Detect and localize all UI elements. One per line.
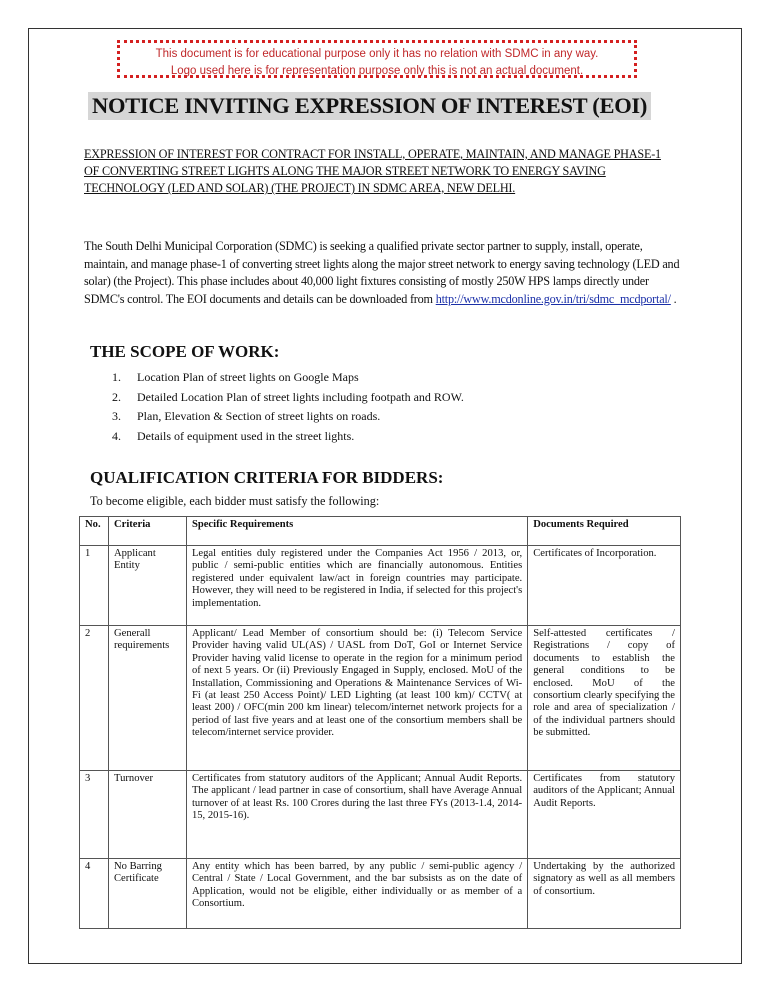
scope-item-text: Details of equipment used in the street lights.	[137, 428, 355, 443]
table-row	[80, 626, 681, 771]
cell-no: 2	[80, 626, 109, 771]
header-criteria: Criteria	[108, 517, 186, 546]
cell-documents: Self-attested certificates / Registrations / copy of documents to establish the general conditions to be enclosed. MoU of the consortium clearly specifying the role and area of specialization / of the individual partners should be submitted.	[528, 626, 681, 771]
scope-item	[112, 407, 464, 427]
disclaimer-line-2: Logo used here is for representation purpose only this is not an actual document.	[170, 65, 584, 77]
cell-criteria: No Barring Certificate	[108, 859, 186, 929]
intro-paragraph	[84, 238, 684, 308]
intro-end: .	[670, 291, 677, 306]
eoi-subtitle: EXPRESSION OF INTEREST FOR CONTRACT FOR INSTALL, OPERATE, MAINTAIN, AND MANAGE PHASE-1 OF CONVERTING STREET LIGHTS ALONG THE MAJOR STREET NETWORK TO ENERGY SAVING TECHNOLOGY (LED AND SOLAR) (THE PROJECT) IN SDMC AREA, NEW DELHI.	[84, 147, 661, 195]
download-link[interactable]: http://www.mcdonline.gov.in/tri/sdmc_mcdportal/	[435, 291, 671, 306]
table-row	[80, 546, 681, 626]
disclaimer-line-1: This document is for educational purpose only it has no relation with SDMC in any way.	[155, 48, 599, 60]
cell-requirements: Certificates from statutory auditors of the Applicant; Annual Audit Reports. The applicant / lead partner in case of consortium, shall have Average Annual turnover of at least Rs. 100 Crores during the last three FYs (2013-1.4, 2014-15, 2015-16).	[186, 771, 527, 859]
cell-no: 1	[80, 546, 109, 626]
scope-list	[112, 368, 464, 446]
table-header-row	[80, 517, 681, 546]
intro-text: The South Delhi Municipal Corporation (SDMC) is seeking a qualified private sector partner to supply, install, operate, maintain, and manage phase-1 of converting street lights along the major street network to energy saving technology (LED and solar) (the Project). This phase includes about 40,000 light fixtures consisting of mostly 250W HPS lamps directly under SDMC's control. The EOI documents and details can be downloaded from	[84, 239, 680, 306]
cell-documents: Certificates of Incorporation.	[528, 546, 681, 626]
cell-no: 4	[80, 859, 109, 929]
cell-documents: Certificates from statutory auditors of the Applicant; Annual Audit Reports.	[528, 771, 681, 859]
cell-requirements: Legal entities duly registered under the Companies Act 1956 / 2013, or, public / semi-public entities which are financially autonomous. Entities registered under equivalent law/act in foreign countries may participate. However, they will need to be registered in India, if selected for this project's implementation.	[186, 546, 527, 626]
table-row	[80, 859, 681, 929]
qualification-intro: To become eligible, each bidder must satisfy the following:	[90, 494, 380, 508]
cell-no: 3	[80, 771, 109, 859]
header-no: No.	[80, 517, 109, 546]
cell-requirements: Any entity which has been barred, by any public / semi-public agency / Central / State / Local Government, and the bar subsists as on the date of Application, would not be eligible, either individually or as member of a Consortium.	[186, 859, 527, 929]
scope-item	[112, 427, 464, 447]
scope-item	[112, 388, 464, 408]
header-documents: Documents Required	[528, 517, 681, 546]
scope-item-number: 4.	[112, 428, 121, 443]
cell-criteria: Applicant Entity	[108, 546, 186, 626]
disclaimer-box	[117, 40, 637, 78]
cell-criteria: Turnover	[108, 771, 186, 859]
header-requirements: Specific Requirements	[186, 517, 527, 546]
scope-item-number: 3.	[112, 409, 121, 423]
scope-item-text: Plan, Elevation & Section of street lights on roads.	[137, 409, 381, 423]
scope-item-text: Location Plan of street lights on Google Maps	[137, 370, 359, 384]
qualification-table	[79, 516, 681, 929]
scope-item-number: 2.	[112, 389, 121, 404]
scope-item	[112, 368, 464, 388]
cell-criteria: Generall requirements	[108, 626, 186, 771]
scope-item-text: Detailed Location Plan of street lights including footpath and ROW.	[137, 389, 464, 404]
scope-item-number: 1.	[112, 370, 121, 384]
scope-heading: THE SCOPE OF WORK:	[90, 342, 280, 361]
page-title: NOTICE INVITING EXPRESSION OF INTEREST (EOI)	[88, 92, 651, 120]
cell-documents: Undertaking by the authorized signatory as well as all members of consortium.	[528, 859, 681, 929]
table-row	[80, 771, 681, 859]
cell-requirements: Applicant/ Lead Member of consortium should be: (i) Telecom Service Provider having valid UL(AS) / UASL from DoT, GoI or Internet Service Provider having valid license to operate in the region for a minimum period of next 5 years. Or (ii) Previously Engaged in Supply, enclosed. MoU of the Installation, Commissioning and Operations & Maintenance Services of Wi- Fi (at least 250 Access Point)/ LED Lighting (at least 100 km)/ CCTV( at least 200) / OFC(min 200 km linear) telecom/internet network projects for a period of last five years and at least one of the consortium members shall be telecom/internet service provider.	[186, 626, 527, 771]
qualification-heading: QUALIFICATION CRITERIA FOR BIDDERS:	[90, 468, 444, 487]
